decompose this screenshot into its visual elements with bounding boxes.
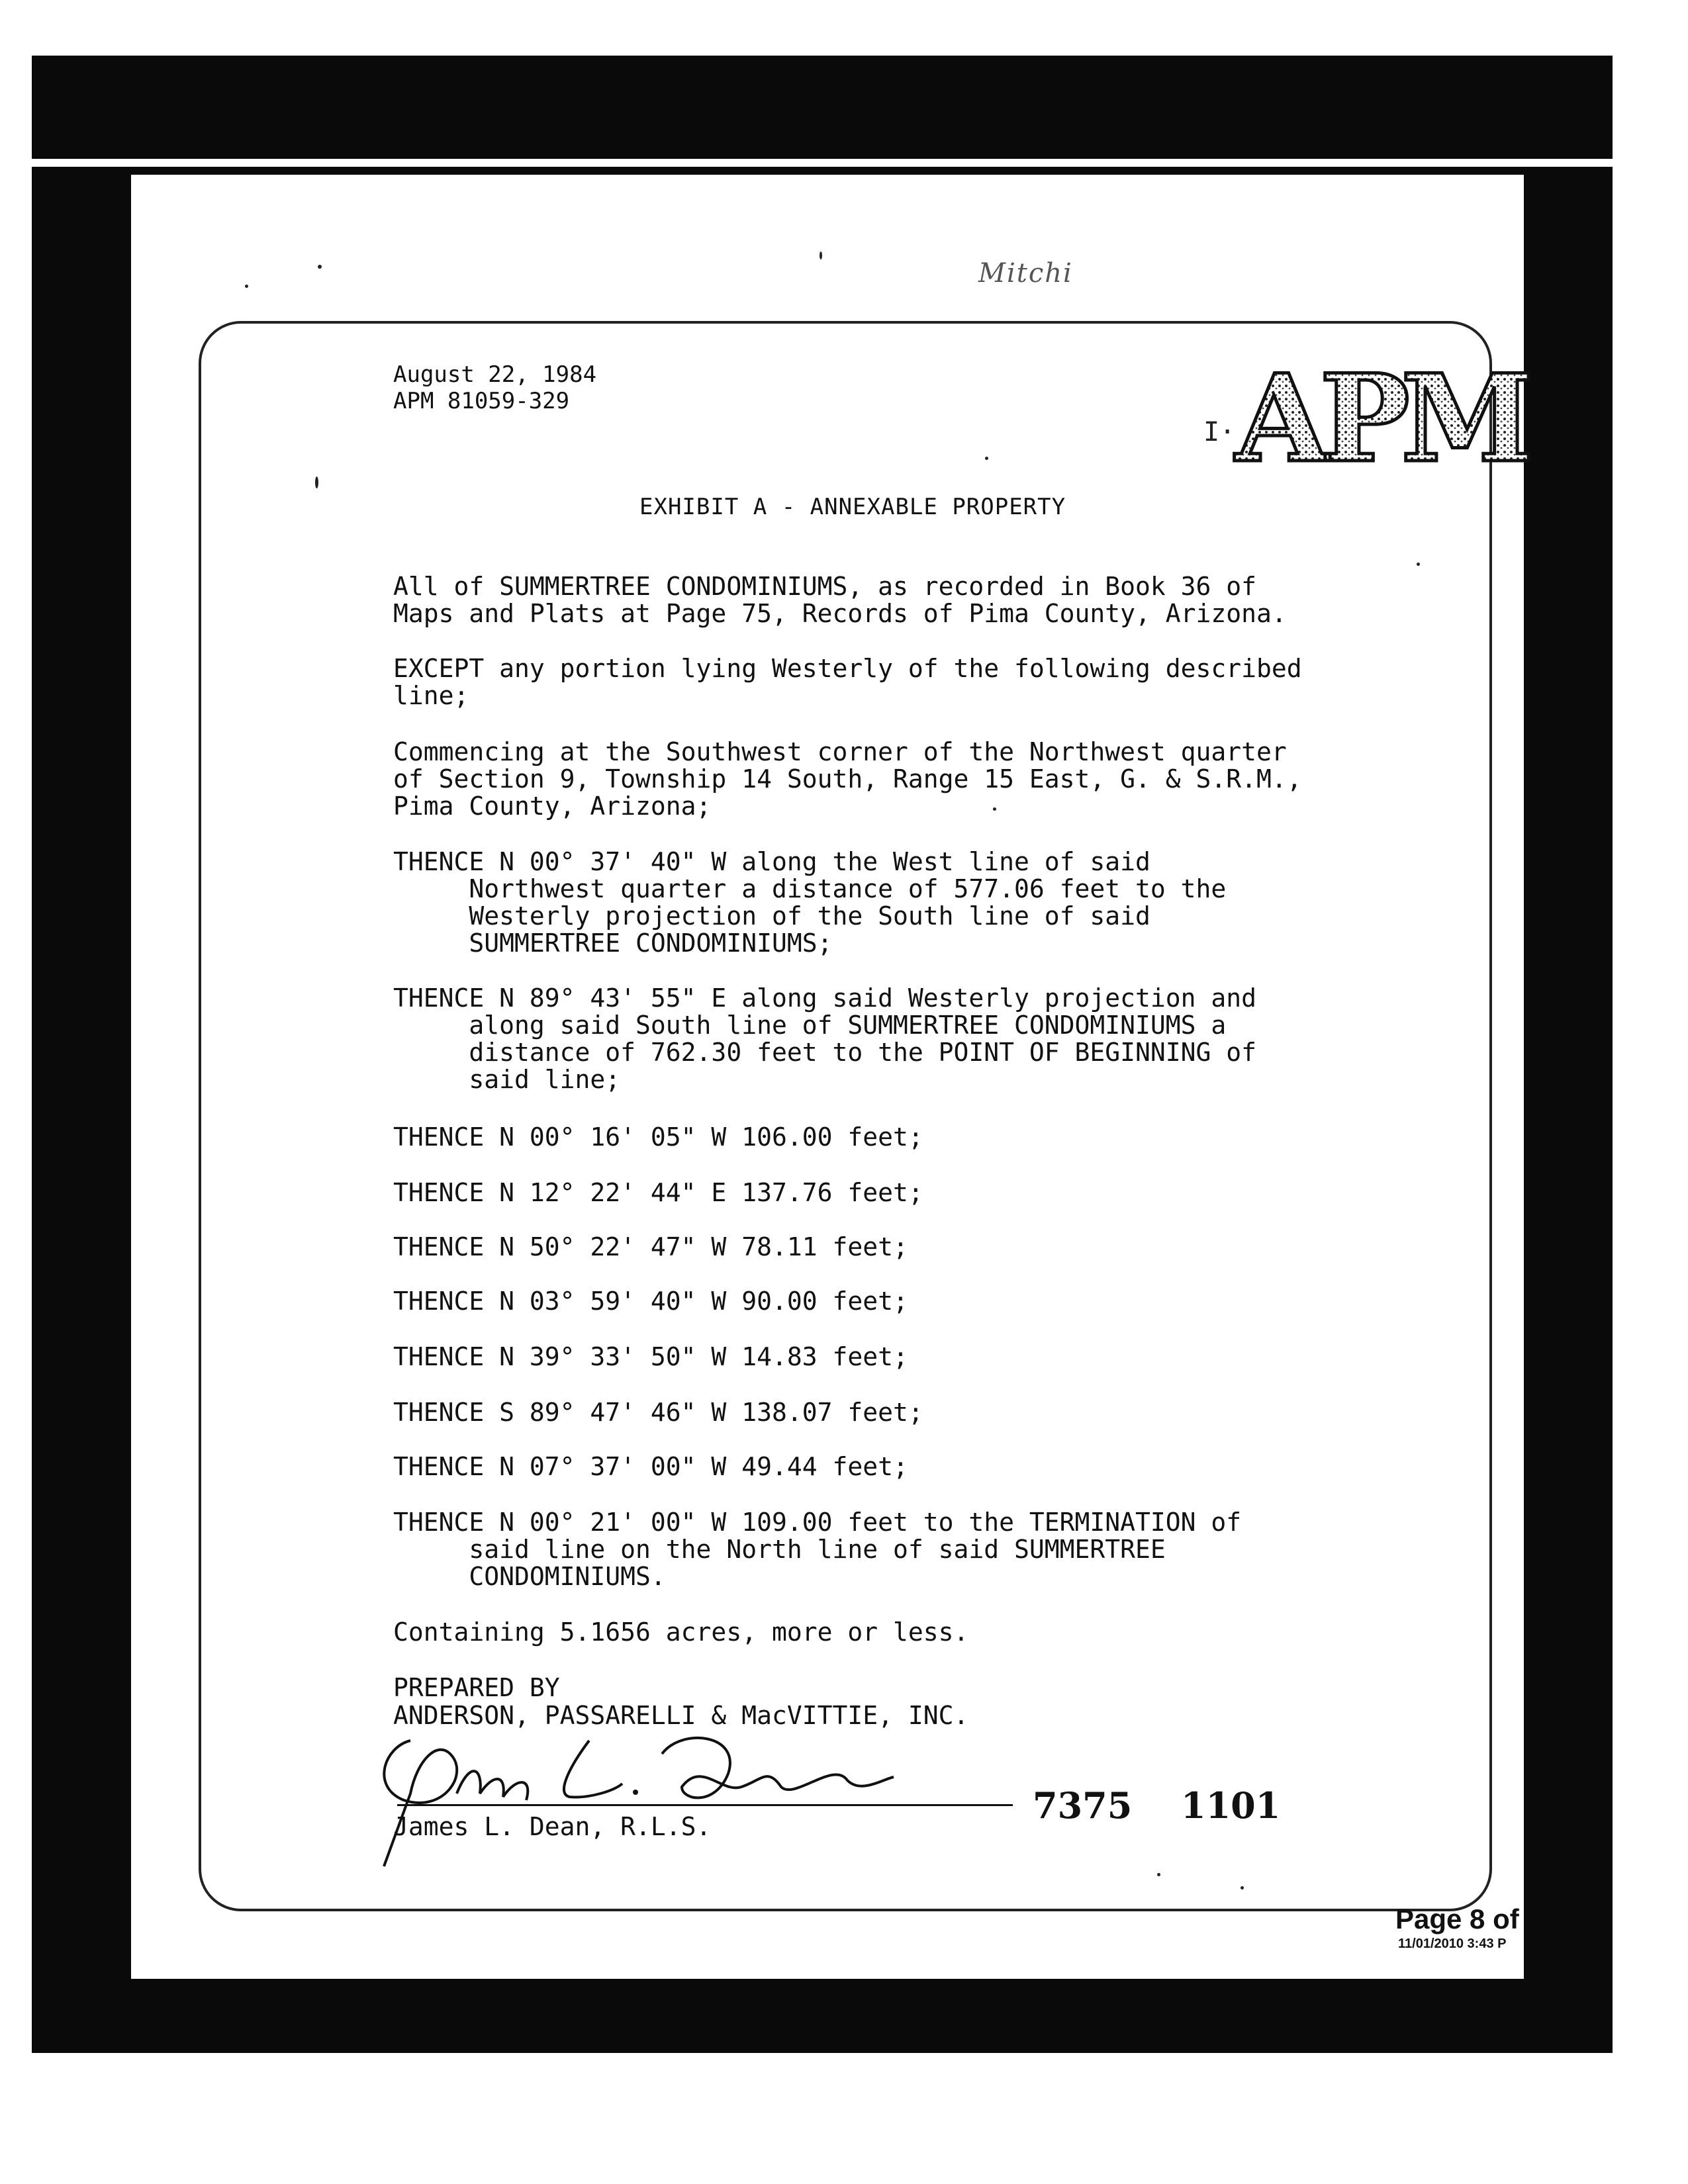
scan-speck [318, 265, 322, 269]
document-date: August 22, 1984 [393, 361, 597, 388]
prepared-by-label: PREPARED BY [393, 1673, 560, 1702]
paragraph-line: All of SUMMERTREE CONDOMINIUMS, as recorded in Book 36 of [393, 572, 1257, 601]
scan-speck [985, 457, 988, 460]
scan-border-bottom [32, 1979, 1613, 2053]
scan-border-top [32, 56, 1613, 159]
logo-mark: I· [1203, 417, 1236, 447]
docket-number: 7375 [1033, 1784, 1133, 1827]
acreage-statement: Containing 5.1656 acres, more or less. [393, 1617, 969, 1647]
paragraph-line: of Section 9, Township 14 South, Range 15 East, G. & S.R.M., [393, 764, 1302, 794]
page-indicator: Page 8 of [1395, 1903, 1519, 1934]
signature-line [397, 1804, 1013, 1806]
handwritten-note: Mitchi [978, 258, 1073, 289]
paragraph-line: Commencing at the Southwest corner of the Northwest quarter [393, 737, 1287, 766]
course-line: THENCE N 39° 33' 50" W 14.83 feet; [393, 1342, 908, 1371]
apm-logo [1231, 338, 1525, 489]
exhibit-title: EXHIBIT A - ANNEXABLE PROPERTY [639, 494, 1066, 520]
scan-border-right [1524, 167, 1613, 2053]
course-line: CONDOMINIUMS. [393, 1562, 666, 1591]
apm-logo-text: APM [1235, 347, 1525, 489]
course-line: Westerly projection of the South line of said [393, 901, 1150, 931]
course-line: THENCE N 03° 59' 40" W 90.00 feet; [393, 1287, 908, 1316]
course-line: THENCE N 07° 37' 00" W 49.44 feet; [393, 1452, 908, 1481]
page-number-stamp: 1101 [1181, 1784, 1281, 1827]
scan-speck [1157, 1873, 1160, 1876]
prepared-by-firm: ANDERSON, PASSARELLI & MacVITTIE, INC. [393, 1701, 969, 1730]
course-line: THENCE N 89° 43' 55" E along said Westerly projection and [393, 983, 1257, 1013]
scan-speck [315, 477, 318, 488]
scan-speck [245, 285, 248, 288]
scan-speck [820, 251, 822, 259]
print-timestamp: 11/01/2010 3:43 P [1398, 1936, 1507, 1951]
course-line: THENCE N 00° 16' 05" W 106.00 feet; [393, 1122, 923, 1152]
course-line: along said South line of SUMMERTREE CONDOMINIUMS a [393, 1011, 1227, 1040]
scan-speck [993, 807, 996, 811]
course-line: said line; [393, 1065, 621, 1094]
signer-name: James L. Dean, R.L.S. [393, 1812, 712, 1841]
course-line: THENCE N 12° 22' 44" E 137.76 feet; [393, 1178, 923, 1207]
course-line: Northwest quarter a distance of 577.06 feet to the [393, 874, 1227, 903]
course-line: THENCE S 89° 47' 46" W 138.07 feet; [393, 1398, 923, 1427]
paragraph-line: Maps and Plats at Page 75, Records of Pima County, Arizona. [393, 599, 1287, 628]
scan-speck [1417, 563, 1420, 566]
document-reference: APM 81059-329 [393, 388, 570, 414]
paragraph-line: Pima County, Arizona; [393, 792, 712, 821]
course-line: THENCE N 00° 37' 40" W along the West line of said [393, 847, 1150, 876]
course-line: said line on the North line of said SUMMERTREE [393, 1535, 1166, 1564]
signature [371, 1714, 914, 1866]
scan-speck [1241, 1886, 1244, 1889]
paragraph-line: EXCEPT any portion lying Westerly of the following described [393, 654, 1302, 683]
course-line: THENCE N 50° 22' 47" W 78.11 feet; [393, 1232, 908, 1261]
course-line: distance of 762.30 feet to the POINT OF BEGINNING of [393, 1038, 1257, 1067]
scan-border-top-line [32, 167, 1613, 175]
paragraph-line: line; [393, 681, 469, 710]
course-line: THENCE N 00° 21' 00" W 109.00 feet to the TERMINATION of [393, 1508, 1242, 1537]
course-line: SUMMERTREE CONDOMINIUMS; [393, 929, 833, 958]
scan-border-left [32, 167, 131, 2053]
